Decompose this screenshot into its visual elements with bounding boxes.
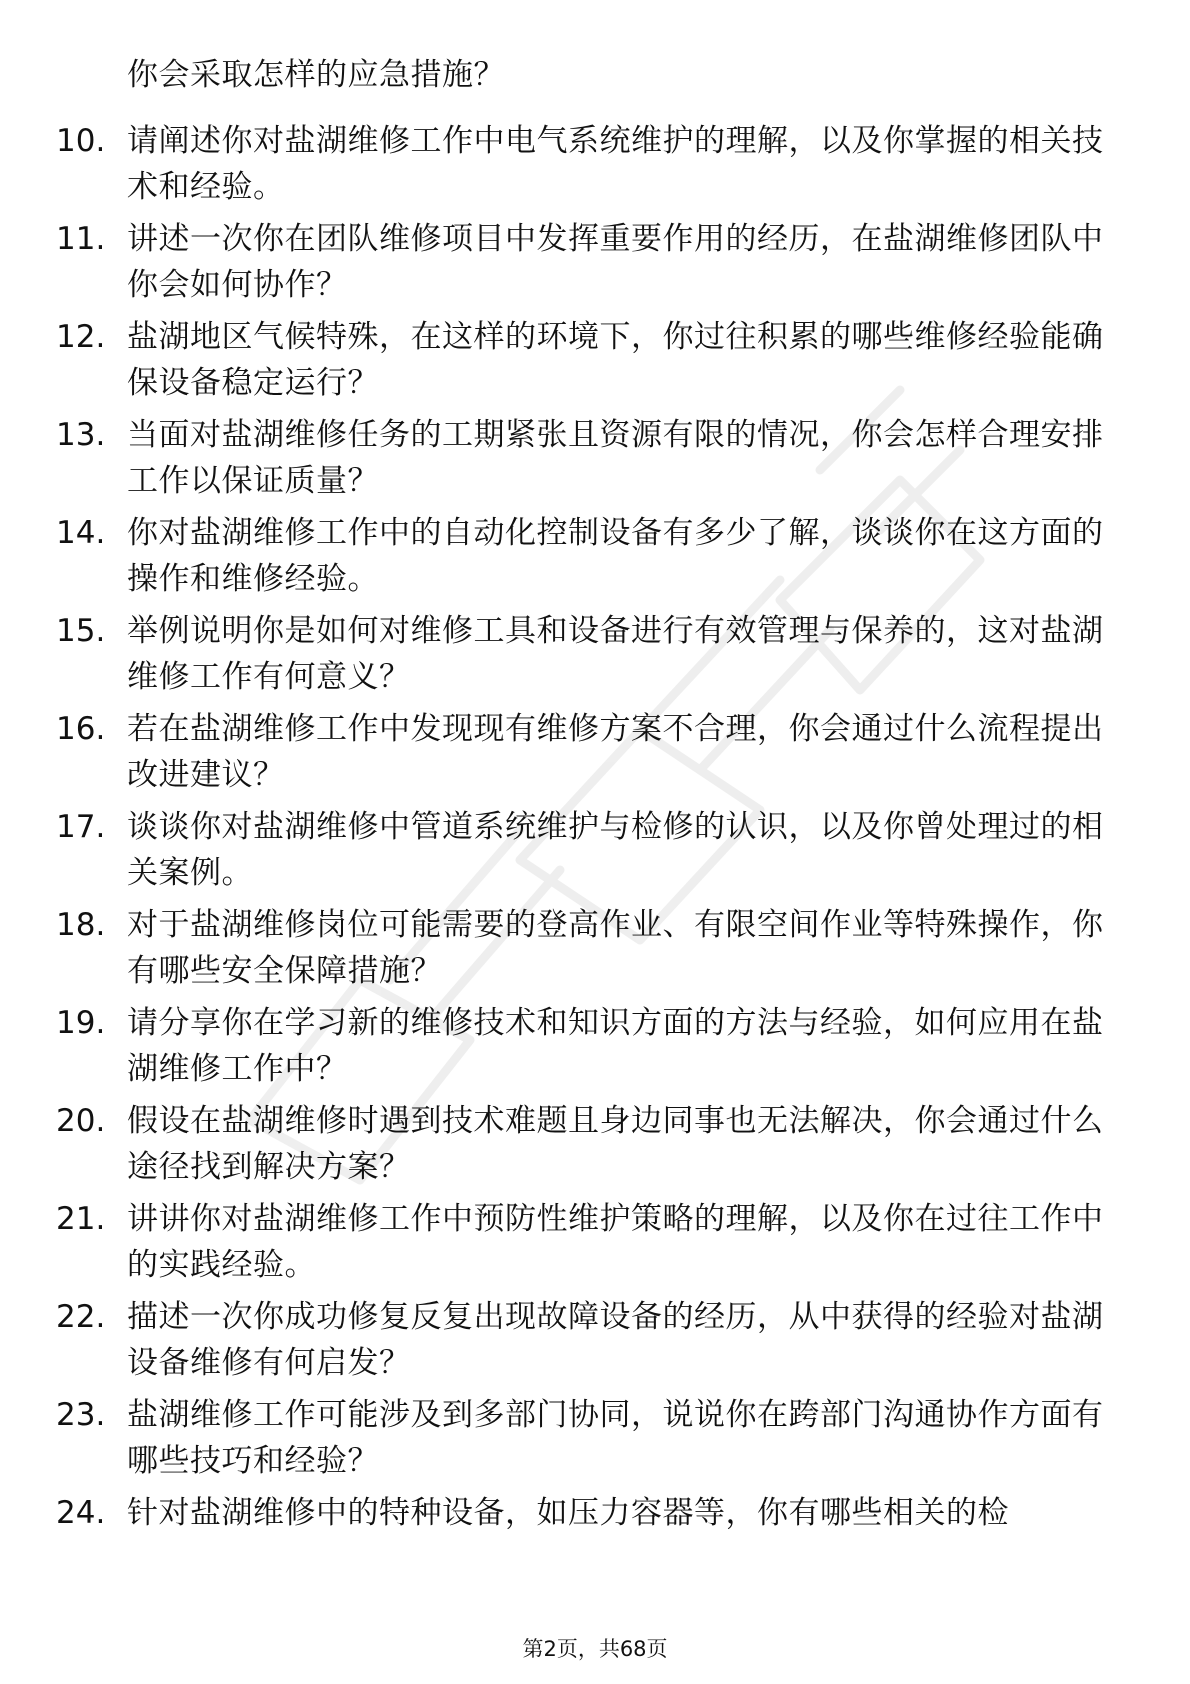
question-number: 20. [56, 1103, 106, 1139]
list-item [0, 894, 1190, 992]
question-text: 谈谈你对盐湖维修中管道系统维护与检修的认识，以及你曾处理过的相关案例。 [127, 809, 1104, 891]
question-text: 盐湖维修工作可能涉及到多部门协同，说说你在跨部门沟通协作方面有哪些技巧和经验？ [127, 1397, 1104, 1479]
question-number: 12. [56, 319, 106, 355]
question-number: 19. [56, 1005, 106, 1041]
continuation-text: 你会采取怎样的应急措施？ [127, 57, 505, 93]
question-number: 23. [56, 1397, 106, 1433]
question-number: 17. [56, 809, 106, 845]
question-number: 15. [56, 613, 106, 649]
list-item [0, 698, 1190, 796]
question-text: 当面对盐湖维修任务的工期紧张且资源有限的情况，你会怎样合理安排工作以保证质量？ [127, 417, 1104, 499]
list-item [0, 796, 1190, 894]
question-text: 针对盐湖维修中的特种设备，如压力容器等，你有哪些相关的检 [127, 1495, 1009, 1531]
question-number: 21. [56, 1201, 106, 1237]
question-number: 14. [56, 515, 106, 551]
list-item [0, 404, 1190, 502]
question-number: 16. [56, 711, 106, 747]
question-text: 若在盐湖维修工作中发现现有维修方案不合理，你会通过什么流程提出改进建议？ [127, 711, 1104, 793]
question-text: 讲讲你对盐湖维修工作中预防性维护策略的理解，以及你在过往工作中的实践经验。 [127, 1201, 1104, 1283]
question-list [0, 110, 1190, 1562]
list-item [0, 600, 1190, 698]
question-number: 22. [56, 1299, 106, 1335]
question-text: 描述一次你成功修复反复出现故障设备的经历，从中获得的经验对盐湖设备维修有何启发？ [127, 1299, 1104, 1381]
question-number: 18. [56, 907, 106, 943]
page-footer: 第2页，共68页 [522, 1637, 668, 1661]
question-text: 你对盐湖维修工作中的自动化控制设备有多少了解，谈谈你在这方面的操作和维修经验。 [127, 515, 1104, 597]
list-item [0, 1090, 1190, 1188]
question-number: 24. [56, 1495, 106, 1531]
list-item [0, 110, 1190, 208]
question-number: 10. [56, 123, 106, 159]
list-item [0, 502, 1190, 600]
question-text: 举例说明你是如何对维修工具和设备进行有效管理与保养的，这对盐湖维修工作有何意义？ [127, 613, 1104, 695]
question-number: 13. [56, 417, 106, 453]
question-text: 讲述一次你在团队维修项目中发挥重要作用的经历，在盐湖维修团队中你会如何协作？ [127, 221, 1104, 303]
question-number: 11. [56, 221, 106, 257]
list-item [0, 306, 1190, 404]
question-text: 盐湖地区气候特殊，在这样的环境下，你过往积累的哪些维修经验能确保设备稳定运行？ [127, 319, 1104, 401]
question-text: 对于盐湖维修岗位可能需要的登高作业、有限空间作业等特殊操作，你有哪些安全保障措施？ [127, 907, 1104, 989]
list-item [0, 1482, 1190, 1562]
list-item [0, 1384, 1190, 1482]
question-text: 请阐述你对盐湖维修工作中电气系统维护的理解，以及你掌握的相关技术和经验。 [127, 123, 1104, 205]
list-item [0, 992, 1190, 1090]
list-item [0, 208, 1190, 306]
list-item [0, 1286, 1190, 1384]
question-text: 请分享你在学习新的维修技术和知识方面的方法与经验，如何应用在盐湖维修工作中？ [127, 1005, 1104, 1087]
list-item [0, 1188, 1190, 1286]
question-text: 假设在盐湖维修时遇到技术难题且身边同事也无法解决，你会通过什么途径找到解决方案？ [127, 1103, 1104, 1185]
